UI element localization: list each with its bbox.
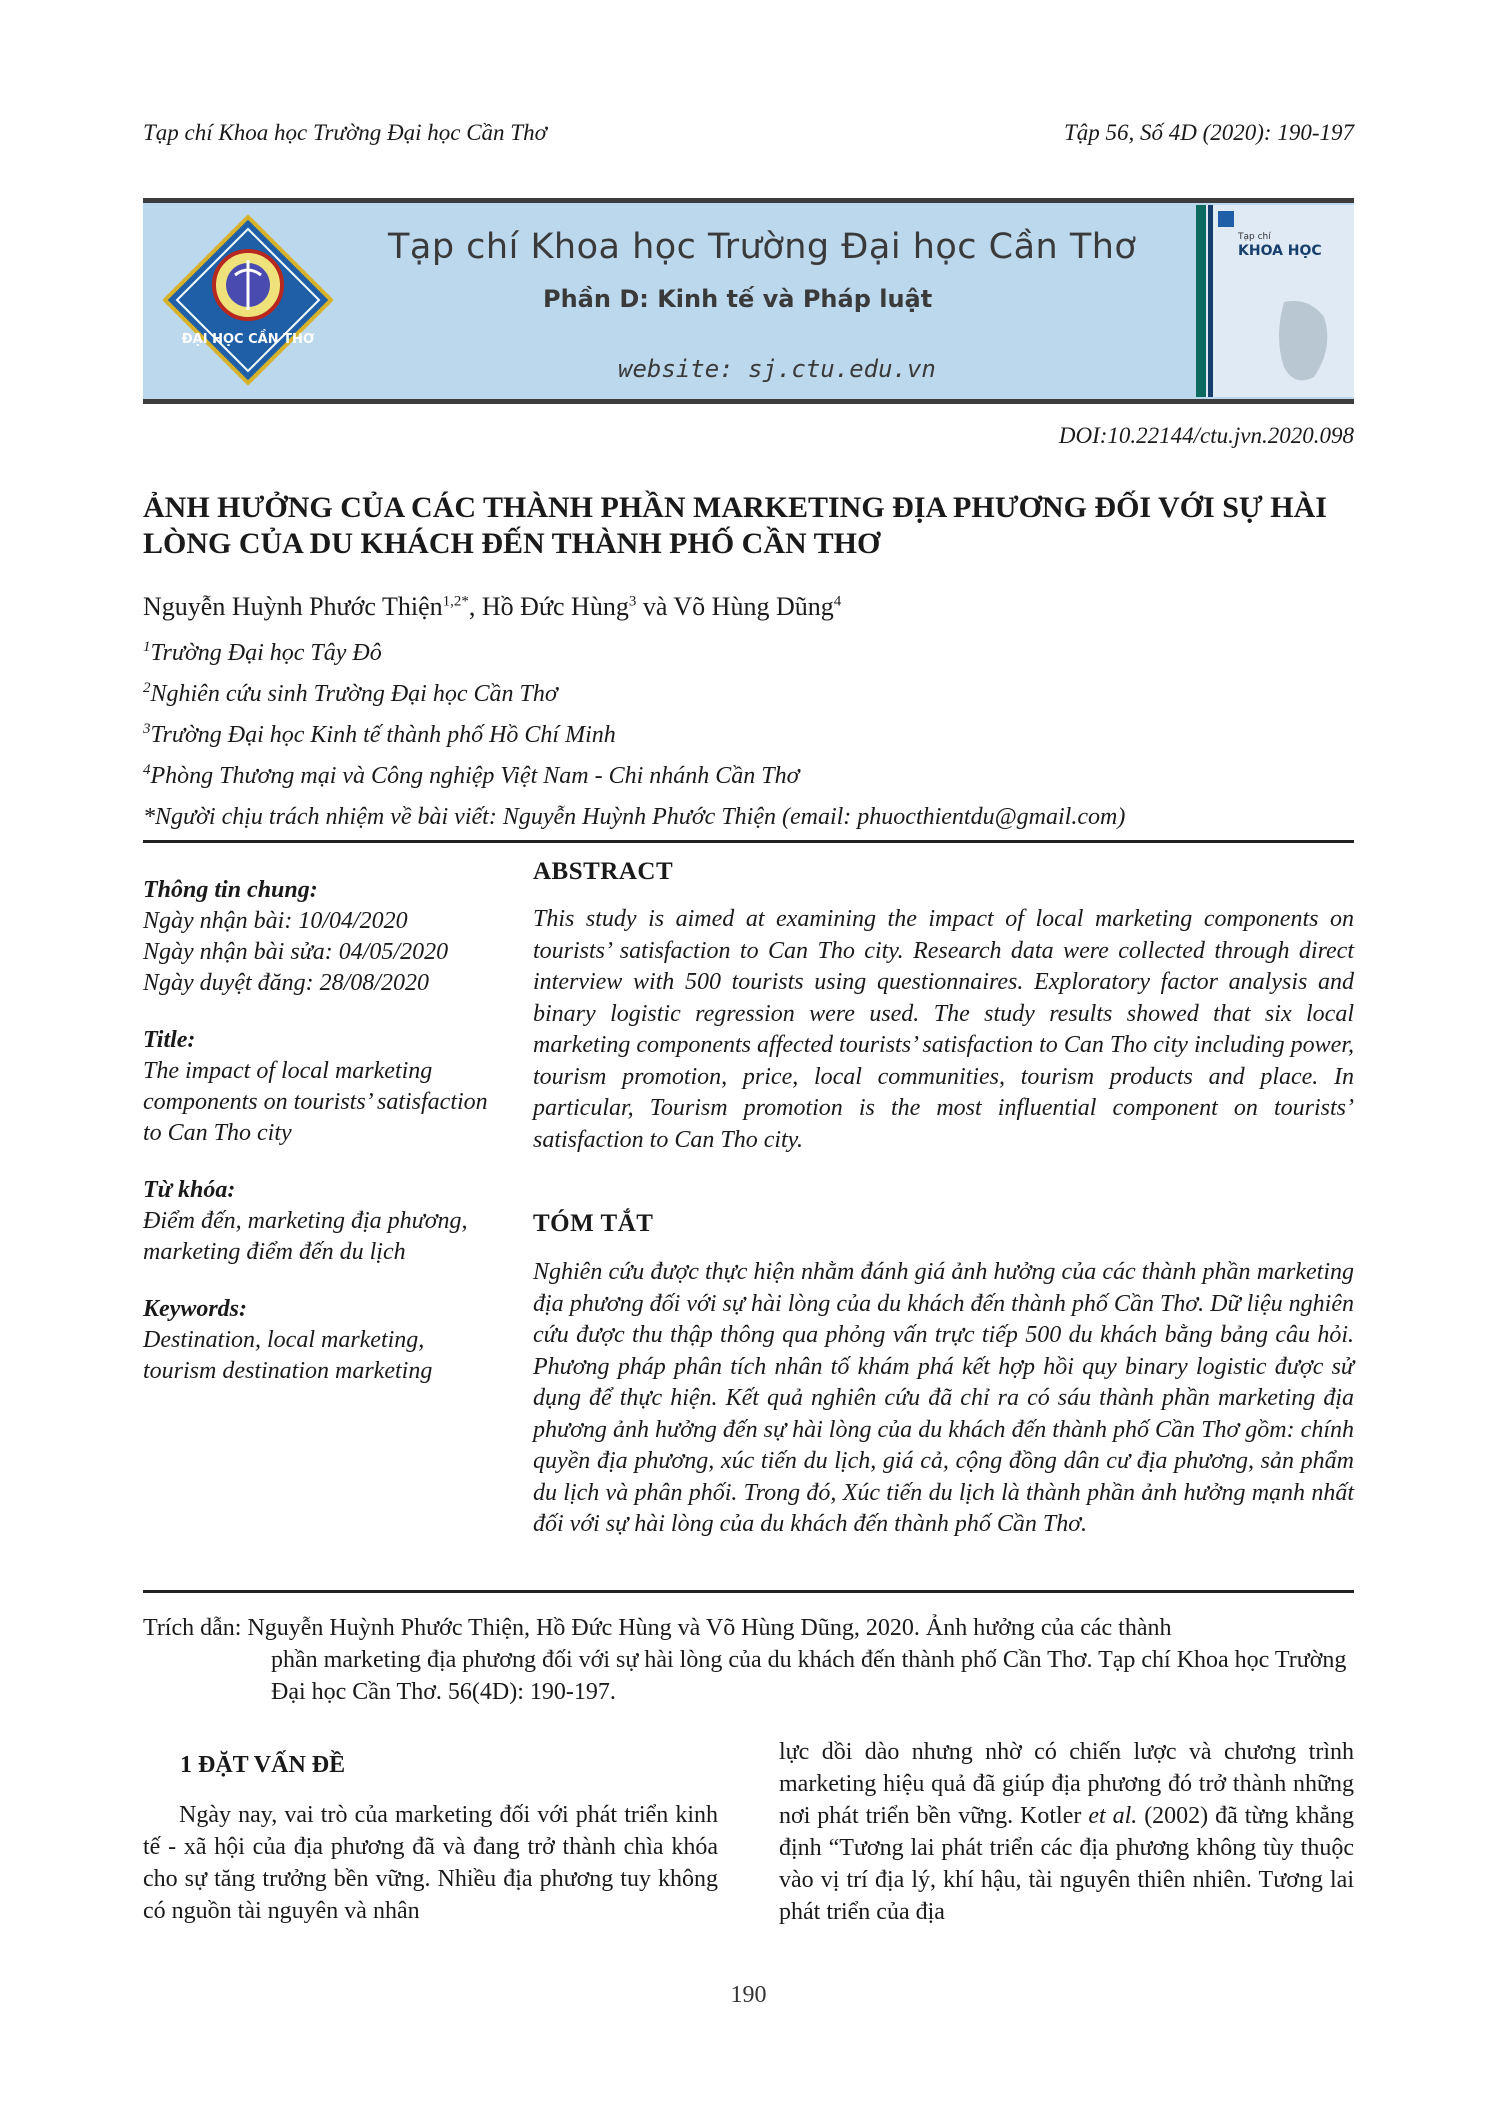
affiliation: $^3$Trường Đại học Kinh tế thành phố Hồ Chí Minh [143, 721, 616, 748]
divider [143, 1590, 1354, 1593]
author-list: Nguyễn Huỳnh Phước Thiện$^{1,2*}$, Hồ Đức Hùng$^3$ và Võ Hùng Dũng$^4$ [143, 592, 842, 621]
keywords: Destination, local marketing, tourism destination marketing [143, 1327, 433, 1384]
received-date: Ngày nhận bài: 10/04/2020 [143, 908, 408, 934]
affiliation: $^2$Nghiên cứu sinh Trường Đại học Cần Thơ [143, 680, 558, 707]
corresponding-author: *Người chịu trách nhiệm về bài viết: Nguyễn Huỳnh Phước Thiện (email: phuocthientdu@gmail.com) [143, 804, 1126, 830]
tomtat-heading: TÓM TẮT [533, 1210, 654, 1237]
author-2: Hồ Đức Hùng [481, 592, 629, 621]
svg-text:Tạp chí: Tạp chí [1238, 232, 1271, 242]
banner-website: website: sj.ctu.edu.vn [618, 355, 936, 383]
journal-banner [143, 198, 1354, 404]
svg-text:KHOA HỌC: KHOA HỌC [1238, 243, 1322, 259]
article-title: ẢNH HƯỞNG CỦA CÁC THÀNH PHẦN MARKETING ĐỊA PHƯƠNG ĐỐI VỚI SỰ HÀI LÒNG CỦA DU KHÁCH ĐẾN THÀNH PHỐ CẦN THƠ [143, 491, 1327, 560]
author-1: Nguyễn Huỳnh Phước Thiện [143, 592, 443, 621]
running-header-journal: Tạp chí Khoa học Trường Đại học Cần Thơ [143, 120, 547, 145]
university-logo-icon [163, 215, 333, 385]
affiliation: $^1$Trường Đại học Tây Đô [143, 639, 382, 666]
title-heading: Title: [143, 1027, 196, 1053]
citation-rest: phần marketing địa phương đối với sự hài lòng của du khách đến thành phố Cần Thơ. Tạp chí Khoa học Trường Đại học Cần Thơ. 56(4D): 190-197. [271, 1647, 1347, 1705]
info-general-heading: Thông tin chung: [143, 877, 318, 903]
accepted-date: Ngày duyệt đăng: 28/08/2020 [143, 970, 429, 996]
article-info [143, 875, 493, 1387]
revised-date: Ngày nhận bài sửa: 04/05/2020 [143, 939, 449, 965]
vn-keywords: Điểm đến, marketing địa phương, marketing điểm đến du lịch [143, 1208, 468, 1265]
running-header-volume: Tập 56, Số 4D (2020): 190-197 [1063, 120, 1354, 145]
page-number: 190 [730, 1982, 767, 2008]
abstract-heading: ABSTRACT [533, 858, 674, 885]
doi: DOI:10.22144/ctu.jvn.2020.098 [1058, 423, 1354, 448]
abstract-text: This study is aimed at examining the impact of local marketing components on tourists’ satisfaction to Can Tho city. Research data were collected through direct interview with 500 tourists using questionnaires. Exploratory factor analysis and binary logistic regression were used. The study results showed that six local marketing components affected tourists’ satisfaction to Can Tho city including power, tourism promotion, price, local communities, tourism products and place. In particular, Tourism promotion is the most influential component on tourists’ satisfaction to Can Tho city. [533, 906, 1354, 1153]
svg-text:ĐẠI HỌC CẦN THƠ: ĐẠI HỌC CẦN THƠ [181, 332, 315, 347]
banner-section-title: Phần D: Kinh tế và Pháp luật [543, 285, 933, 313]
divider [143, 840, 1354, 843]
affiliation: $^4$Phòng Thương mại và Công nghiệp Việt Nam - Chi nhánh Cần Thơ [143, 762, 800, 789]
citation-first-line: Trích dẫn: Nguyễn Huỳnh Phước Thiện, Hồ Đức Hùng và Võ Hùng Dũng, 2020. Ảnh hưởng của các thành [143, 1615, 1172, 1641]
banner-journal-title: Tạp chí Khoa học Trường Đại học Cần Thơ [388, 227, 1137, 267]
body-column-right: lực dồi dào nhưng nhờ có chiến lược và chương trình marketing hiệu quả đã giúp địa phương đó trở thành những nơi phát triển bền vững. Kotler et al. (2002) đã từng khẳng định “Tương lai phát triển các địa phương không tùy thuộc vào vị trí địa lý, khí hậu, tài nguyên thiên nhiên. Tương lai phát triển của địa [779, 1739, 1354, 1925]
body-column-left: Ngày nay, vai trò của marketing đối với phát triển kinh tế - xã hội của địa phương đã và đang trở thành chìa khóa cho sự tăng trưởng bền vững. Nhiều địa phương tuy không có nguồn tài nguyên và nhân [143, 1802, 718, 1924]
citation [143, 1612, 1354, 1708]
tomtat-text: Nghiên cứu được thực hiện nhằm đánh giá ảnh hưởng của các thành phần marketing địa phương đối với sự hài lòng của du khách đến thành phố Cần Thơ. Dữ liệu nghiên cứu được thu thập thông qua phỏng vấn trực tiếp 500 du khách bằng bảng câu hỏi. Phương pháp phân tích nhân tố khám phá kết hợp hồi quy binary logistic được sử dụng để thực hiện. Kết quả nghiên cứu đã chỉ ra có sáu thành phần marketing địa phương ảnh hưởng đến sự hài lòng của du khách đến thành phố Cần Thơ gồm: chính quyền địa phương, xúc tiến du lịch, giá cả, cộng đồng dân cư địa phương, sản phẩm du lịch và phân phối. Trong đó, Xúc tiến du lịch là thành phần ảnh hưởng mạnh nhất đối với sự hài lòng của du khách đến thành phố Cần Thơ. [533, 1259, 1354, 1537]
english-title: The impact of local marketing components on tourists’ satisfaction to Can Tho city [143, 1058, 488, 1146]
keywords-heading: Keywords: [143, 1296, 247, 1322]
vn-keywords-heading: Từ khóa: [143, 1177, 236, 1203]
cover-art-icon [1214, 207, 1354, 397]
journal-cover-thumbnail [1196, 205, 1354, 397]
author-3: Võ Hùng Dũng [673, 592, 834, 621]
section-heading: 1 ĐẶT VẤN ĐỀ [180, 1752, 346, 1778]
